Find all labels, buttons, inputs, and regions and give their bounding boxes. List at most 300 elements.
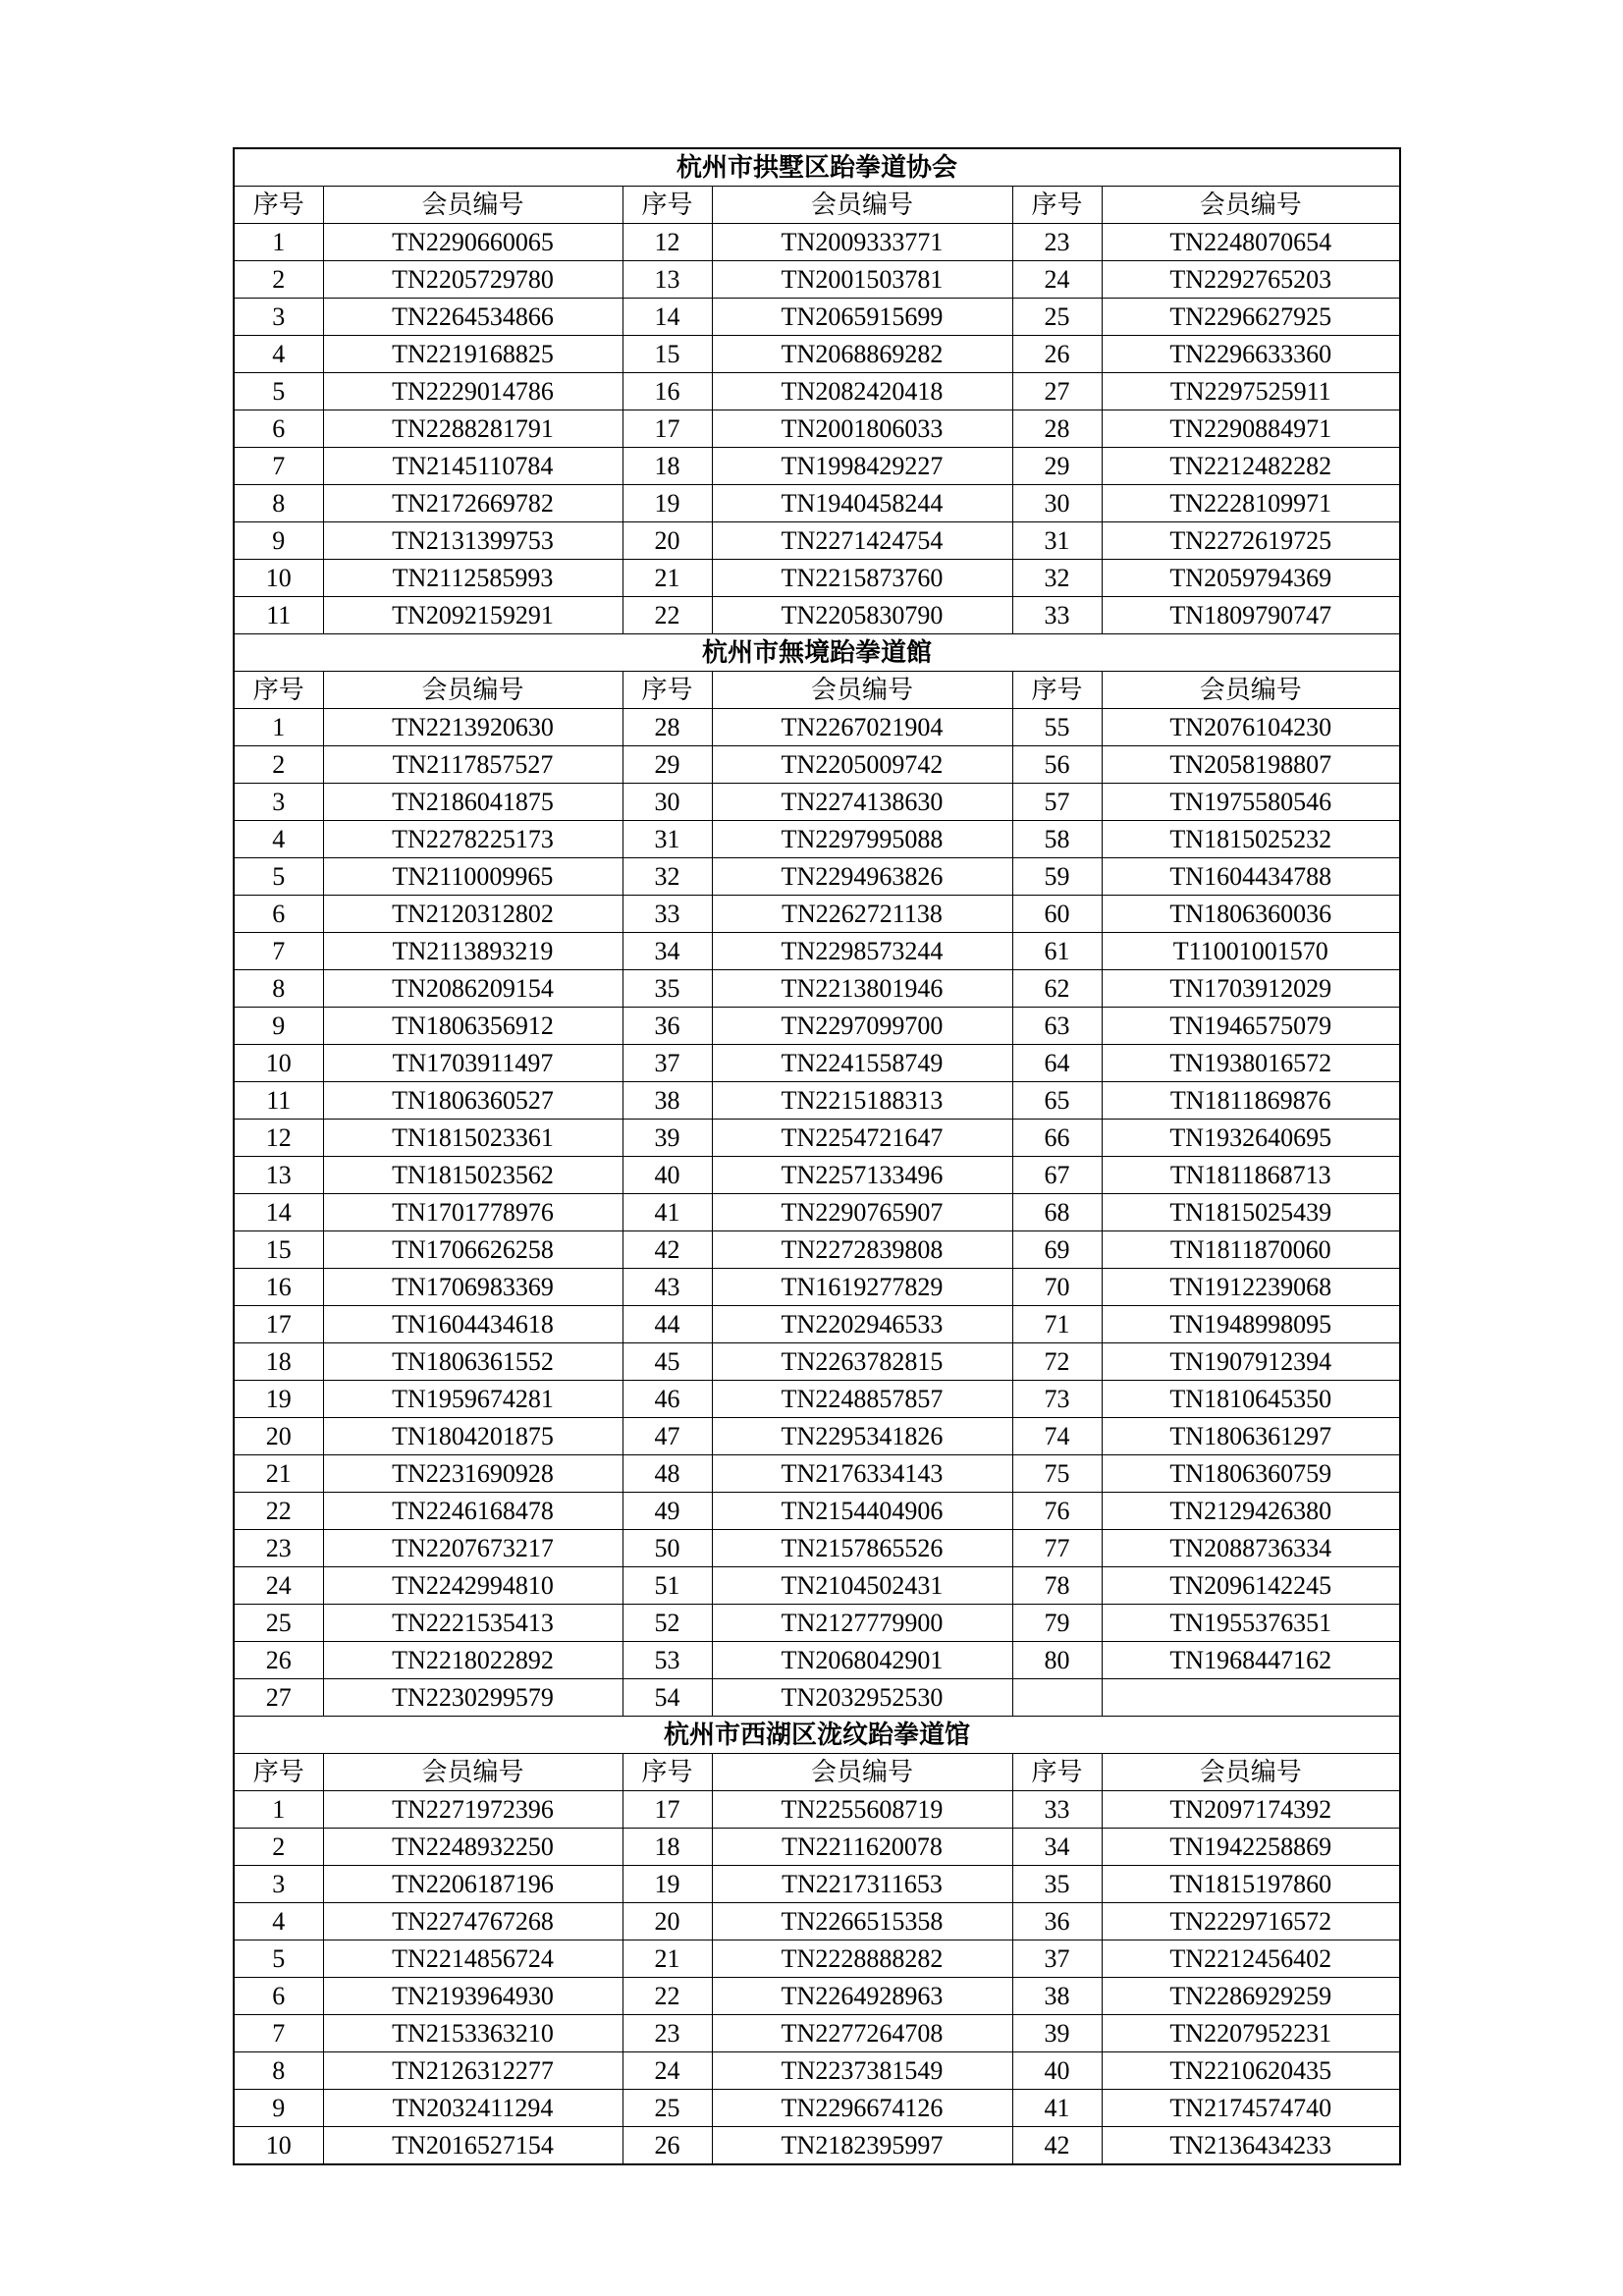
member-id-cell: TN1703911497 bbox=[323, 1045, 622, 1082]
table-row bbox=[234, 784, 1400, 821]
serial-number-cell: 4 bbox=[234, 1903, 323, 1941]
member-id-cell: TN2274767268 bbox=[323, 1903, 622, 1941]
member-id-cell: TN2009333771 bbox=[712, 224, 1012, 261]
member-id-cell: TN1706983369 bbox=[323, 1269, 622, 1306]
member-id-cell: TN2086209154 bbox=[323, 970, 622, 1008]
member-id-header: 会员编号 bbox=[323, 1754, 622, 1791]
table-row bbox=[234, 858, 1400, 896]
member-id-cell: TN1815025232 bbox=[1102, 821, 1400, 858]
serial-number-cell: 1 bbox=[234, 1791, 323, 1829]
serial-number-cell: 5 bbox=[234, 373, 323, 410]
member-id-cell: TN2290884971 bbox=[1102, 410, 1400, 448]
table-row bbox=[234, 1194, 1400, 1231]
member-id-cell: TN2237381549 bbox=[712, 2052, 1012, 2090]
member-id-cell: TN2241558749 bbox=[712, 1045, 1012, 1082]
serial-number-cell: 23 bbox=[234, 1530, 323, 1567]
member-id-cell: TN2082420418 bbox=[712, 373, 1012, 410]
serial-number-cell: 14 bbox=[234, 1194, 323, 1231]
member-id-cell: TN2297525911 bbox=[1102, 373, 1400, 410]
serial-number-cell: 38 bbox=[622, 1082, 712, 1120]
member-id-cell: TN2255608719 bbox=[712, 1791, 1012, 1829]
member-id-cell: TN1946575079 bbox=[1102, 1008, 1400, 1045]
serial-number-cell: 57 bbox=[1012, 784, 1102, 821]
member-id-cell: TN2174574740 bbox=[1102, 2090, 1400, 2127]
member-id-cell: TN2145110784 bbox=[323, 448, 622, 485]
table-row bbox=[234, 1941, 1400, 1978]
serial-number-cell: 24 bbox=[234, 1567, 323, 1605]
serial-number-cell: 12 bbox=[622, 224, 712, 261]
table-row bbox=[234, 2090, 1400, 2127]
serial-number-cell: 44 bbox=[622, 1306, 712, 1343]
member-id-cell: TN1968447162 bbox=[1102, 1642, 1400, 1679]
serial-number-cell: 27 bbox=[234, 1679, 323, 1717]
member-id-cell: TN2202946533 bbox=[712, 1306, 1012, 1343]
table-row bbox=[234, 2015, 1400, 2052]
serial-number-cell: 58 bbox=[1012, 821, 1102, 858]
member-id-cell: TN1815197860 bbox=[1102, 1866, 1400, 1903]
serial-number-cell: 61 bbox=[1012, 933, 1102, 970]
serial-number-cell: 41 bbox=[622, 1194, 712, 1231]
serial-number-header: 序号 bbox=[622, 1754, 712, 1791]
column-header-row bbox=[234, 1754, 1400, 1791]
member-id-cell: TN2059794369 bbox=[1102, 560, 1400, 597]
serial-number-cell: 29 bbox=[622, 746, 712, 784]
serial-number-cell: 3 bbox=[234, 1866, 323, 1903]
serial-number-cell: 77 bbox=[1012, 1530, 1102, 1567]
section-title-row bbox=[234, 1717, 1400, 1754]
member-id-cell: TN2297995088 bbox=[712, 821, 1012, 858]
serial-number-cell: 67 bbox=[1012, 1157, 1102, 1194]
member-id-cell: TN2076104230 bbox=[1102, 709, 1400, 746]
serial-number-cell: 33 bbox=[1012, 597, 1102, 634]
serial-number-cell: 64 bbox=[1012, 1045, 1102, 1082]
member-id-cell: TN2296627925 bbox=[1102, 299, 1400, 336]
table-row bbox=[234, 1306, 1400, 1343]
serial-number-cell: 19 bbox=[234, 1381, 323, 1418]
serial-number-cell: 47 bbox=[622, 1418, 712, 1455]
member-id-cell: TN2207673217 bbox=[323, 1530, 622, 1567]
serial-number-cell: 20 bbox=[622, 1903, 712, 1941]
serial-number-cell: 21 bbox=[622, 560, 712, 597]
member-id-cell: TN2295341826 bbox=[712, 1418, 1012, 1455]
member-id-cell: TN2264928963 bbox=[712, 1978, 1012, 2015]
serial-number-cell: 11 bbox=[234, 597, 323, 634]
member-id-cell: TN2205009742 bbox=[712, 746, 1012, 784]
member-id-header: 会员编号 bbox=[712, 1754, 1012, 1791]
serial-number-cell: 43 bbox=[622, 1269, 712, 1306]
serial-number-cell: 34 bbox=[1012, 1829, 1102, 1866]
member-id-cell: TN2292765203 bbox=[1102, 261, 1400, 299]
member-id-cell: TN2264534866 bbox=[323, 299, 622, 336]
table-row bbox=[234, 1381, 1400, 1418]
serial-number-cell: 65 bbox=[1012, 1082, 1102, 1120]
table-row bbox=[234, 2052, 1400, 2090]
member-id-cell: TN2212482282 bbox=[1102, 448, 1400, 485]
member-id-cell: TN2207952231 bbox=[1102, 2015, 1400, 2052]
serial-number-cell: 7 bbox=[234, 2015, 323, 2052]
serial-number-cell: 37 bbox=[1012, 1941, 1102, 1978]
serial-number-cell: 19 bbox=[622, 485, 712, 522]
table-row bbox=[234, 1903, 1400, 1941]
member-id-cell: TN1806361297 bbox=[1102, 1418, 1400, 1455]
table-row bbox=[234, 2127, 1400, 2165]
member-id-header: 会员编号 bbox=[712, 187, 1012, 224]
serial-number-header: 序号 bbox=[622, 187, 712, 224]
member-id-cell: TN2221535413 bbox=[323, 1605, 622, 1642]
table-row bbox=[234, 299, 1400, 336]
member-id-header: 会员编号 bbox=[1102, 1754, 1400, 1791]
serial-number-cell: 25 bbox=[234, 1605, 323, 1642]
serial-number-cell: 30 bbox=[1012, 485, 1102, 522]
table-row bbox=[234, 1679, 1400, 1717]
serial-number-cell: 13 bbox=[622, 261, 712, 299]
member-id-cell: TN2248070654 bbox=[1102, 224, 1400, 261]
serial-number-cell: 53 bbox=[622, 1642, 712, 1679]
serial-number-cell: 25 bbox=[622, 2090, 712, 2127]
serial-number-cell: 42 bbox=[1012, 2127, 1102, 2165]
member-id-cell: TN2272839808 bbox=[712, 1231, 1012, 1269]
member-id-cell: TN2218022892 bbox=[323, 1642, 622, 1679]
serial-number-cell: 16 bbox=[622, 373, 712, 410]
member-id-cell: TN2286929259 bbox=[1102, 1978, 1400, 2015]
table-row bbox=[234, 1455, 1400, 1493]
member-id-cell: TN2032952530 bbox=[712, 1679, 1012, 1717]
serial-number-cell: 22 bbox=[234, 1493, 323, 1530]
serial-number-cell: 9 bbox=[234, 1008, 323, 1045]
member-id-cell: TN1810645350 bbox=[1102, 1381, 1400, 1418]
serial-number-cell: 18 bbox=[234, 1343, 323, 1381]
serial-number-cell: 49 bbox=[622, 1493, 712, 1530]
serial-number-cell: 34 bbox=[622, 933, 712, 970]
member-id-cell: TN2229014786 bbox=[323, 373, 622, 410]
serial-number-cell: 7 bbox=[234, 448, 323, 485]
serial-number-cell: 23 bbox=[1012, 224, 1102, 261]
serial-number-header: 序号 bbox=[1012, 1754, 1102, 1791]
member-id-cell: TN2263782815 bbox=[712, 1343, 1012, 1381]
table-row bbox=[234, 1642, 1400, 1679]
member-id-cell: TN1806360036 bbox=[1102, 896, 1400, 933]
serial-number-cell: 8 bbox=[234, 485, 323, 522]
serial-number-cell: 6 bbox=[234, 1978, 323, 2015]
member-id-cell: TN2271424754 bbox=[712, 522, 1012, 560]
table-row bbox=[234, 1567, 1400, 1605]
serial-number-header: 序号 bbox=[1012, 187, 1102, 224]
table-row bbox=[234, 336, 1400, 373]
table-row bbox=[234, 448, 1400, 485]
member-id-cell: TN2267021904 bbox=[712, 709, 1012, 746]
member-id-cell: TN1604434618 bbox=[323, 1306, 622, 1343]
member-id-cell: TN1811870060 bbox=[1102, 1231, 1400, 1269]
member-id-cell: TN1998429227 bbox=[712, 448, 1012, 485]
member-id-cell: TN1806360759 bbox=[1102, 1455, 1400, 1493]
serial-number-cell: 17 bbox=[622, 1791, 712, 1829]
member-id-header: 会员编号 bbox=[712, 672, 1012, 709]
member-id-header: 会员编号 bbox=[323, 672, 622, 709]
serial-number-cell: 21 bbox=[234, 1455, 323, 1493]
member-id-cell: TN2129426380 bbox=[1102, 1493, 1400, 1530]
table-row bbox=[234, 1829, 1400, 1866]
serial-number-cell: 2 bbox=[234, 746, 323, 784]
serial-number-cell: 11 bbox=[234, 1082, 323, 1120]
serial-number-cell bbox=[1012, 1679, 1102, 1717]
serial-number-cell: 24 bbox=[622, 2052, 712, 2090]
member-id-cell: TN2213920630 bbox=[323, 709, 622, 746]
serial-number-cell: 26 bbox=[622, 2127, 712, 2165]
member-id-cell: TN2088736334 bbox=[1102, 1530, 1400, 1567]
serial-number-cell: 35 bbox=[622, 970, 712, 1008]
member-id-cell: TN2065915699 bbox=[712, 299, 1012, 336]
serial-number-cell: 79 bbox=[1012, 1605, 1102, 1642]
member-id-cell: TN2277264708 bbox=[712, 2015, 1012, 2052]
serial-number-cell: 16 bbox=[234, 1269, 323, 1306]
member-id-cell: TN1701778976 bbox=[323, 1194, 622, 1231]
serial-number-cell: 8 bbox=[234, 2052, 323, 2090]
member-id-cell: TN1806361552 bbox=[323, 1343, 622, 1381]
table-row bbox=[234, 597, 1400, 634]
serial-number-cell: 62 bbox=[1012, 970, 1102, 1008]
member-id-cell: T11001001570 bbox=[1102, 933, 1400, 970]
serial-number-header: 序号 bbox=[1012, 672, 1102, 709]
serial-number-cell: 66 bbox=[1012, 1120, 1102, 1157]
serial-number-cell: 17 bbox=[234, 1306, 323, 1343]
member-id-cell: TN1815025439 bbox=[1102, 1194, 1400, 1231]
member-id-cell: TN1703912029 bbox=[1102, 970, 1400, 1008]
serial-number-cell: 51 bbox=[622, 1567, 712, 1605]
table-row bbox=[234, 746, 1400, 784]
serial-number-cell: 6 bbox=[234, 896, 323, 933]
table-row bbox=[234, 224, 1400, 261]
member-id-header: 会员编号 bbox=[1102, 187, 1400, 224]
serial-number-cell: 10 bbox=[234, 2127, 323, 2165]
member-id-cell: TN2296633360 bbox=[1102, 336, 1400, 373]
serial-number-cell: 55 bbox=[1012, 709, 1102, 746]
serial-number-cell: 39 bbox=[622, 1120, 712, 1157]
serial-number-cell: 75 bbox=[1012, 1455, 1102, 1493]
serial-number-cell: 19 bbox=[622, 1866, 712, 1903]
serial-number-cell: 32 bbox=[1012, 560, 1102, 597]
serial-number-cell: 70 bbox=[1012, 1269, 1102, 1306]
member-roster-table bbox=[233, 147, 1401, 2165]
serial-number-cell: 63 bbox=[1012, 1008, 1102, 1045]
serial-number-cell: 40 bbox=[1012, 2052, 1102, 2090]
member-id-cell: TN1619277829 bbox=[712, 1269, 1012, 1306]
member-id-cell: TN2068042901 bbox=[712, 1642, 1012, 1679]
member-id-cell: TN2212456402 bbox=[1102, 1941, 1400, 1978]
member-id-cell: TN2266515358 bbox=[712, 1903, 1012, 1941]
serial-number-cell: 9 bbox=[234, 522, 323, 560]
member-id-cell: TN2126312277 bbox=[323, 2052, 622, 2090]
member-id-cell: TN2211620078 bbox=[712, 1829, 1012, 1866]
table-row bbox=[234, 1605, 1400, 1642]
serial-number-cell: 78 bbox=[1012, 1567, 1102, 1605]
serial-number-cell: 80 bbox=[1012, 1642, 1102, 1679]
member-id-cell: TN1912239068 bbox=[1102, 1269, 1400, 1306]
member-id-cell: TN1804201875 bbox=[323, 1418, 622, 1455]
serial-number-cell: 22 bbox=[622, 597, 712, 634]
member-id-cell: TN2058198807 bbox=[1102, 746, 1400, 784]
serial-number-cell: 2 bbox=[234, 1829, 323, 1866]
serial-number-cell: 17 bbox=[622, 410, 712, 448]
serial-number-cell: 29 bbox=[1012, 448, 1102, 485]
member-id-cell: TN2154404906 bbox=[712, 1493, 1012, 1530]
member-id-cell: TN2205729780 bbox=[323, 261, 622, 299]
serial-number-header: 序号 bbox=[234, 672, 323, 709]
member-id-cell: TN1811869876 bbox=[1102, 1082, 1400, 1120]
member-id-cell: TN2242994810 bbox=[323, 1567, 622, 1605]
table-row bbox=[234, 1045, 1400, 1082]
member-id-cell: TN2104502431 bbox=[712, 1567, 1012, 1605]
roster-body bbox=[234, 148, 1400, 2164]
serial-number-cell: 74 bbox=[1012, 1418, 1102, 1455]
member-id-cell: TN2157865526 bbox=[712, 1530, 1012, 1567]
serial-number-cell: 39 bbox=[1012, 2015, 1102, 2052]
serial-number-cell: 8 bbox=[234, 970, 323, 1008]
serial-number-cell: 28 bbox=[622, 709, 712, 746]
serial-number-cell: 1 bbox=[234, 709, 323, 746]
member-id-cell: TN2032411294 bbox=[323, 2090, 622, 2127]
member-id-header: 会员编号 bbox=[323, 187, 622, 224]
serial-number-cell: 37 bbox=[622, 1045, 712, 1082]
member-id-cell: TN2136434233 bbox=[1102, 2127, 1400, 2165]
member-id-cell: TN2294963826 bbox=[712, 858, 1012, 896]
member-id-cell: TN1706626258 bbox=[323, 1231, 622, 1269]
section-title-row bbox=[234, 634, 1400, 672]
serial-number-cell: 28 bbox=[1012, 410, 1102, 448]
member-id-cell: TN2297099700 bbox=[712, 1008, 1012, 1045]
serial-number-cell: 76 bbox=[1012, 1493, 1102, 1530]
member-id-cell: TN2097174392 bbox=[1102, 1791, 1400, 1829]
serial-number-cell: 13 bbox=[234, 1157, 323, 1194]
member-id-cell bbox=[1102, 1679, 1400, 1717]
serial-number-cell: 36 bbox=[622, 1008, 712, 1045]
member-id-cell: TN2113893219 bbox=[323, 933, 622, 970]
member-id-cell: TN2092159291 bbox=[323, 597, 622, 634]
serial-number-cell: 33 bbox=[622, 896, 712, 933]
member-id-cell: TN2248857857 bbox=[712, 1381, 1012, 1418]
table-row bbox=[234, 410, 1400, 448]
member-id-cell: TN2153363210 bbox=[323, 2015, 622, 2052]
serial-number-cell: 69 bbox=[1012, 1231, 1102, 1269]
table-row bbox=[234, 1493, 1400, 1530]
serial-number-cell: 10 bbox=[234, 560, 323, 597]
table-row bbox=[234, 373, 1400, 410]
member-id-cell: TN2205830790 bbox=[712, 597, 1012, 634]
member-id-cell: TN2120312802 bbox=[323, 896, 622, 933]
member-id-cell: TN2228888282 bbox=[712, 1941, 1012, 1978]
table-row bbox=[234, 1008, 1400, 1045]
table-row bbox=[234, 970, 1400, 1008]
member-id-cell: TN2298573244 bbox=[712, 933, 1012, 970]
member-id-cell: TN2193964930 bbox=[323, 1978, 622, 2015]
serial-number-cell: 45 bbox=[622, 1343, 712, 1381]
member-id-cell: TN1604434788 bbox=[1102, 858, 1400, 896]
column-header-row bbox=[234, 187, 1400, 224]
serial-number-cell: 59 bbox=[1012, 858, 1102, 896]
member-id-cell: TN2210620435 bbox=[1102, 2052, 1400, 2090]
table-row bbox=[234, 1120, 1400, 1157]
section-title: 杭州市拱墅区跆拳道协会 bbox=[234, 148, 1400, 187]
serial-number-cell: 27 bbox=[1012, 373, 1102, 410]
member-id-cell: TN1940458244 bbox=[712, 485, 1012, 522]
serial-number-cell: 48 bbox=[622, 1455, 712, 1493]
member-id-cell: TN1975580546 bbox=[1102, 784, 1400, 821]
member-id-cell: TN2131399753 bbox=[323, 522, 622, 560]
serial-number-cell: 71 bbox=[1012, 1306, 1102, 1343]
serial-number-cell: 5 bbox=[234, 858, 323, 896]
serial-number-cell: 15 bbox=[622, 336, 712, 373]
member-id-cell: TN2127779900 bbox=[712, 1605, 1012, 1642]
member-id-cell: TN2257133496 bbox=[712, 1157, 1012, 1194]
serial-number-cell: 20 bbox=[234, 1418, 323, 1455]
table-row bbox=[234, 522, 1400, 560]
member-id-cell: TN2112585993 bbox=[323, 560, 622, 597]
table-row bbox=[234, 1978, 1400, 2015]
member-id-cell: TN2246168478 bbox=[323, 1493, 622, 1530]
member-id-cell: TN2096142245 bbox=[1102, 1567, 1400, 1605]
serial-number-cell: 54 bbox=[622, 1679, 712, 1717]
serial-number-cell: 38 bbox=[1012, 1978, 1102, 2015]
member-id-cell: TN2110009965 bbox=[323, 858, 622, 896]
member-id-cell: TN2248932250 bbox=[323, 1829, 622, 1866]
member-id-cell: TN2262721138 bbox=[712, 896, 1012, 933]
member-id-cell: TN2290765907 bbox=[712, 1194, 1012, 1231]
member-id-cell: TN1932640695 bbox=[1102, 1120, 1400, 1157]
serial-number-cell: 10 bbox=[234, 1045, 323, 1082]
serial-number-cell: 22 bbox=[622, 1978, 712, 2015]
table-row bbox=[234, 1343, 1400, 1381]
serial-number-cell: 31 bbox=[1012, 522, 1102, 560]
serial-number-cell: 21 bbox=[622, 1941, 712, 1978]
serial-number-cell: 41 bbox=[1012, 2090, 1102, 2127]
member-id-cell: TN2228109971 bbox=[1102, 485, 1400, 522]
serial-number-header: 序号 bbox=[234, 187, 323, 224]
member-id-cell: TN2231690928 bbox=[323, 1455, 622, 1493]
column-header-row bbox=[234, 672, 1400, 709]
table-row bbox=[234, 1157, 1400, 1194]
serial-number-cell: 46 bbox=[622, 1381, 712, 1418]
member-id-cell: TN2001503781 bbox=[712, 261, 1012, 299]
table-row bbox=[234, 485, 1400, 522]
serial-number-cell: 20 bbox=[622, 522, 712, 560]
serial-number-cell: 24 bbox=[1012, 261, 1102, 299]
member-id-cell: TN2214856724 bbox=[323, 1941, 622, 1978]
table-row bbox=[234, 1530, 1400, 1567]
member-id-cell: TN2290660065 bbox=[323, 224, 622, 261]
section-title: 杭州市無境跆拳道館 bbox=[234, 634, 1400, 672]
table-row bbox=[234, 821, 1400, 858]
serial-number-cell: 50 bbox=[622, 1530, 712, 1567]
serial-number-cell: 4 bbox=[234, 336, 323, 373]
member-id-cell: TN2219168825 bbox=[323, 336, 622, 373]
member-id-cell: TN1907912394 bbox=[1102, 1343, 1400, 1381]
member-id-cell: TN2271972396 bbox=[323, 1791, 622, 1829]
member-id-cell: TN2278225173 bbox=[323, 821, 622, 858]
section-title: 杭州市西湖区泷纹跆拳道馆 bbox=[234, 1717, 1400, 1754]
serial-number-cell: 42 bbox=[622, 1231, 712, 1269]
member-id-cell: TN1811868713 bbox=[1102, 1157, 1400, 1194]
serial-number-cell: 6 bbox=[234, 410, 323, 448]
member-id-cell: TN2215188313 bbox=[712, 1082, 1012, 1120]
table-row bbox=[234, 1269, 1400, 1306]
table-row bbox=[234, 560, 1400, 597]
member-id-cell: TN2117857527 bbox=[323, 746, 622, 784]
member-id-cell: TN1959674281 bbox=[323, 1381, 622, 1418]
member-id-cell: TN1948998095 bbox=[1102, 1306, 1400, 1343]
member-id-cell: TN1815023562 bbox=[323, 1157, 622, 1194]
section-title-row bbox=[234, 148, 1400, 187]
serial-number-cell: 3 bbox=[234, 299, 323, 336]
table-row bbox=[234, 1791, 1400, 1829]
